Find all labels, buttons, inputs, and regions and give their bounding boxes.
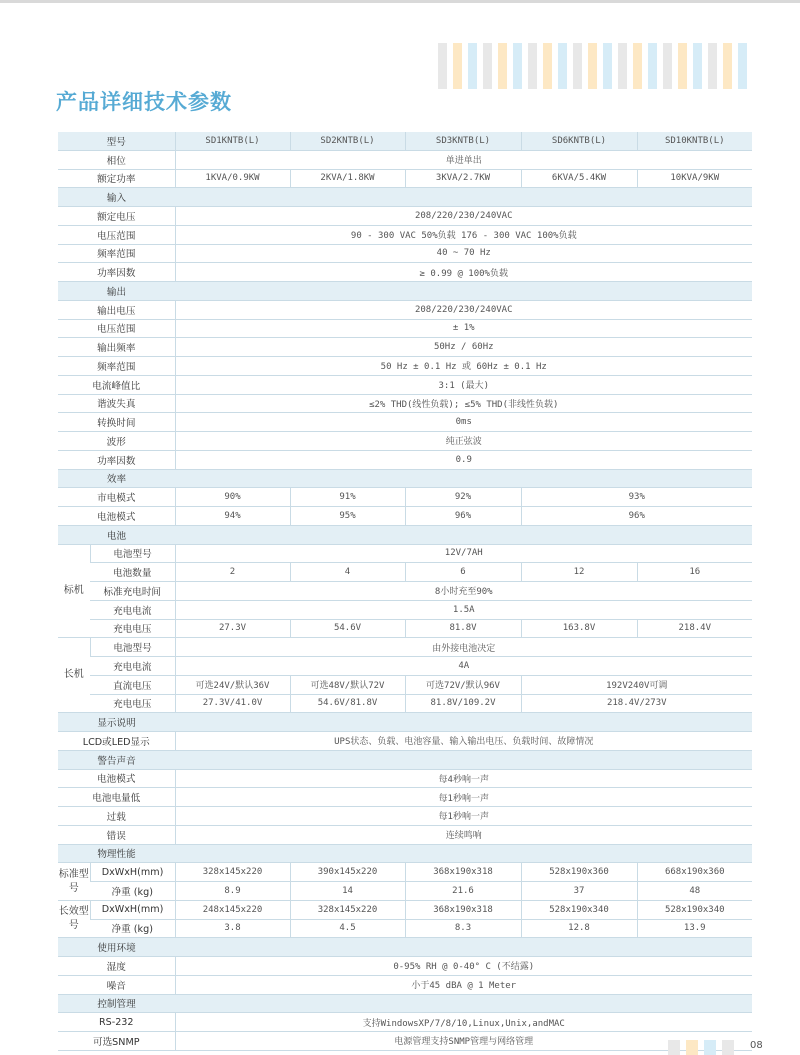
section-header-row	[58, 994, 752, 1013]
value-cell: 368x190x318	[405, 863, 521, 882]
table-row	[58, 413, 752, 432]
row-group-label: 标机	[58, 544, 90, 638]
table-row	[58, 507, 752, 526]
row-group-label: 长机	[58, 638, 90, 713]
value-cell: ≥ 0.99 @ 100%负载	[175, 263, 752, 282]
value-cell: 368x190x318	[405, 900, 521, 919]
stripe	[648, 43, 657, 89]
row-label: 电池数量	[90, 563, 175, 582]
value-cell: 每1秒响一声	[175, 807, 752, 826]
stripe	[708, 43, 717, 89]
section-header-row	[58, 750, 752, 769]
value-cell: 13.9	[637, 919, 752, 938]
value-cell: 小于45 dBA @ 1 Meter	[175, 975, 752, 994]
table-row	[58, 1013, 752, 1032]
stripe	[588, 43, 597, 89]
value-cell: 12.8	[521, 919, 637, 938]
section-header-row	[58, 713, 752, 732]
table-row	[58, 432, 752, 451]
row-label: 相位	[58, 150, 175, 169]
value-cell: 每4秒响一声	[175, 769, 752, 788]
row-label: 市电模式	[58, 488, 175, 507]
stripe	[498, 43, 507, 89]
section-title: 使用环境	[58, 938, 175, 957]
value-cell: 每1秒响一声	[175, 788, 752, 807]
table-row	[58, 732, 752, 751]
stripe	[678, 43, 687, 89]
row-label: 转换时间	[58, 413, 175, 432]
row-label: 电流峰值比	[58, 375, 175, 394]
section-filler	[175, 994, 752, 1013]
table-row	[58, 919, 752, 938]
value-cell: 2	[175, 563, 290, 582]
value-cell: 6KVA/5.4KW	[521, 169, 637, 188]
value-cell: 163.8V	[521, 619, 637, 638]
row-group-label: 长效型号	[58, 900, 90, 938]
table-header-row	[58, 132, 752, 150]
table-row	[58, 882, 752, 901]
section-header-row	[58, 844, 752, 863]
table-row	[58, 169, 752, 188]
header-label: 型号	[58, 132, 175, 150]
model-name: SD6KNTB(L)	[521, 132, 637, 150]
value-cell: 0.9	[175, 450, 752, 469]
page-title: 产品详细技术参数	[56, 90, 232, 114]
spec-table	[58, 132, 752, 1051]
value-cell: 92%	[405, 488, 521, 507]
value-cell: 10KVA/9KW	[637, 169, 752, 188]
table-row	[58, 619, 752, 638]
table-row	[58, 1032, 752, 1051]
table-row	[58, 207, 752, 226]
value-cell: 208/220/230/240VAC	[175, 300, 752, 319]
value-cell: 81.8V	[405, 619, 521, 638]
footer-block	[668, 1040, 680, 1055]
top-rule	[0, 0, 800, 3]
section-title: 控制管理	[58, 994, 175, 1013]
row-label: 额定电压	[58, 207, 175, 226]
row-label: 可选SNMP	[58, 1032, 175, 1051]
decorative-stripes	[438, 43, 753, 89]
section-title: 效率	[58, 469, 175, 488]
value-cell: 96%	[405, 507, 521, 526]
row-label: 输出电压	[58, 300, 175, 319]
value-cell: 96%	[521, 507, 752, 526]
table-row	[58, 394, 752, 413]
table-row	[58, 807, 752, 826]
row-label: 直流电压	[90, 675, 175, 694]
value-cell: 248x145x220	[175, 900, 290, 919]
table-row	[58, 863, 752, 882]
value-cell: 连续鸣响	[175, 825, 752, 844]
footer-block	[722, 1040, 734, 1055]
value-cell: 81.8V/109.2V	[405, 694, 521, 713]
table-row	[58, 769, 752, 788]
section-header-row	[58, 469, 752, 488]
section-filler	[175, 525, 752, 544]
value-cell: 328x145x220	[175, 863, 290, 882]
value-cell: 390x145x220	[290, 863, 405, 882]
value-cell: 95%	[290, 507, 405, 526]
section-filler	[175, 750, 752, 769]
table-row	[58, 975, 752, 994]
table-row	[58, 338, 752, 357]
stripe	[558, 43, 567, 89]
value-cell: 528x190x360	[521, 863, 637, 882]
section-filler	[175, 844, 752, 863]
stripe	[693, 43, 702, 89]
value-cell: 单进单出	[175, 150, 752, 169]
row-label: 充电电流	[90, 600, 175, 619]
row-label: 标准充电时间	[90, 582, 175, 601]
table-row	[58, 319, 752, 338]
value-cell: 可选48V/默认72V	[290, 675, 405, 694]
row-label: 电池模式	[58, 507, 175, 526]
value-cell: 可选24V/默认36V	[175, 675, 290, 694]
value-cell: 40 ~ 70 Hz	[175, 244, 752, 263]
table-row	[58, 357, 752, 376]
stripe	[618, 43, 627, 89]
table-row	[58, 694, 752, 713]
row-label: 功率因数	[58, 263, 175, 282]
row-label: 充电电压	[90, 619, 175, 638]
value-cell: UPS状态、负载、电池容量、输入输出电压、负载时间、故障情况	[175, 732, 752, 751]
value-cell: 8小时充至90%	[175, 582, 752, 601]
stripe	[603, 43, 612, 89]
value-cell: 528x190x340	[637, 900, 752, 919]
section-header-row	[58, 938, 752, 957]
stripe	[438, 43, 447, 89]
row-label: 电压范围	[58, 225, 175, 244]
model-name: SD2KNTB(L)	[290, 132, 405, 150]
row-label: 电池型号	[90, 544, 175, 563]
row-label: 湿度	[58, 957, 175, 976]
value-cell: 218.4V	[637, 619, 752, 638]
value-cell: 50Hz / 60Hz	[175, 338, 752, 357]
table-row	[58, 263, 752, 282]
value-cell: 支持WindowsXP/7/8/10,Linux,Unix,andMAC	[175, 1013, 752, 1032]
table-row	[58, 900, 752, 919]
table-row	[58, 657, 752, 676]
row-label: 充电电流	[90, 657, 175, 676]
value-cell: 8.9	[175, 882, 290, 901]
value-cell: 12	[521, 563, 637, 582]
value-cell: 192V240V可调	[521, 675, 752, 694]
stripe	[528, 43, 537, 89]
row-label: 电池模式	[58, 769, 175, 788]
value-cell: 3KVA/2.7KW	[405, 169, 521, 188]
table-row	[58, 788, 752, 807]
row-label: 频率范围	[58, 244, 175, 263]
section-filler	[175, 282, 752, 301]
page-number: 08	[750, 1040, 763, 1051]
footer-decoration	[668, 1040, 740, 1055]
row-label: 电池型号	[90, 638, 175, 657]
value-cell: 可选72V/默认96V	[405, 675, 521, 694]
row-label: DxWxH(mm)	[90, 900, 175, 919]
table-row	[58, 375, 752, 394]
stripe	[483, 43, 492, 89]
value-cell: 16	[637, 563, 752, 582]
value-cell: 27.3V/41.0V	[175, 694, 290, 713]
model-name: SD10KNTB(L)	[637, 132, 752, 150]
stripe	[573, 43, 582, 89]
row-label: 输出频率	[58, 338, 175, 357]
section-header-row	[58, 282, 752, 301]
section-title: 显示说明	[58, 713, 175, 732]
value-cell: 电源管理支持SNMP管理与网络管理	[175, 1032, 752, 1051]
value-cell: 3.8	[175, 919, 290, 938]
value-cell: 4	[290, 563, 405, 582]
value-cell: 93%	[521, 488, 752, 507]
section-filler	[175, 469, 752, 488]
value-cell: ≤2% THD(线性负载); ≤5% THD(非线性负载)	[175, 394, 752, 413]
model-name: SD1KNTB(L)	[175, 132, 290, 150]
section-title: 输入	[58, 188, 175, 207]
value-cell: ± 1%	[175, 319, 752, 338]
row-label: 谐波失真	[58, 394, 175, 413]
value-cell: 纯正弦波	[175, 432, 752, 451]
row-label: 电压范围	[58, 319, 175, 338]
value-cell: 54.6V	[290, 619, 405, 638]
value-cell: 0-95% RH @ 0-40° C (不结露)	[175, 957, 752, 976]
row-label: 功率因数	[58, 450, 175, 469]
footer-block	[704, 1040, 716, 1055]
table-row	[58, 600, 752, 619]
table-row	[58, 825, 752, 844]
value-cell: 528x190x340	[521, 900, 637, 919]
value-cell: 14	[290, 882, 405, 901]
table-row	[58, 957, 752, 976]
value-cell: 21.6	[405, 882, 521, 901]
value-cell: 6	[405, 563, 521, 582]
row-label: 噪音	[58, 975, 175, 994]
table-row	[58, 675, 752, 694]
value-cell: 91%	[290, 488, 405, 507]
footer-block	[686, 1040, 698, 1055]
row-label: LCD或LED显示	[58, 732, 175, 751]
value-cell: 8.3	[405, 919, 521, 938]
row-group-label: 标准型号	[58, 863, 90, 901]
value-cell: 3:1 (最大)	[175, 375, 752, 394]
row-label: 错误	[58, 825, 175, 844]
model-name: SD3KNTB(L)	[405, 132, 521, 150]
value-cell: 668x190x360	[637, 863, 752, 882]
row-label: 净重 (kg)	[90, 882, 175, 901]
stripe	[468, 43, 477, 89]
value-cell: 54.6V/81.8V	[290, 694, 405, 713]
row-label: 额定功率	[58, 169, 175, 188]
value-cell: 208/220/230/240VAC	[175, 207, 752, 226]
value-cell: 328x145x220	[290, 900, 405, 919]
value-cell: 50 Hz ± 0.1 Hz 或 60Hz ± 0.1 Hz	[175, 357, 752, 376]
row-label: 波形	[58, 432, 175, 451]
value-cell: 218.4V/273V	[521, 694, 752, 713]
stripe	[738, 43, 747, 89]
stripe	[663, 43, 672, 89]
value-cell: 94%	[175, 507, 290, 526]
table-row	[58, 244, 752, 263]
section-header-row	[58, 188, 752, 207]
table-row	[58, 563, 752, 582]
stripe	[723, 43, 732, 89]
stripe	[543, 43, 552, 89]
section-header-row	[58, 525, 752, 544]
stripe	[513, 43, 522, 89]
row-label: DxWxH(mm)	[90, 863, 175, 882]
table-row	[58, 225, 752, 244]
row-label: RS-232	[58, 1013, 175, 1032]
value-cell: 37	[521, 882, 637, 901]
row-label: 净重 (kg)	[90, 919, 175, 938]
section-title: 警告声音	[58, 750, 175, 769]
value-cell: 1KVA/0.9KW	[175, 169, 290, 188]
table-row	[58, 544, 752, 563]
value-cell: 0ms	[175, 413, 752, 432]
row-label: 过载	[58, 807, 175, 826]
section-filler	[175, 713, 752, 732]
value-cell: 1.5A	[175, 600, 752, 619]
row-label: 电池电量低	[58, 788, 175, 807]
section-filler	[175, 938, 752, 957]
value-cell: 2KVA/1.8KW	[290, 169, 405, 188]
value-cell: 4A	[175, 657, 752, 676]
table-row	[58, 582, 752, 601]
row-label: 频率范围	[58, 357, 175, 376]
section-title: 电池	[58, 525, 175, 544]
section-title: 输出	[58, 282, 175, 301]
table-row	[58, 450, 752, 469]
table-row	[58, 150, 752, 169]
stripe	[453, 43, 462, 89]
value-cell: 48	[637, 882, 752, 901]
section-filler	[175, 188, 752, 207]
table-row	[58, 300, 752, 319]
table-row	[58, 488, 752, 507]
value-cell: 由外接电池决定	[175, 638, 752, 657]
stripe	[633, 43, 642, 89]
row-label: 充电电压	[90, 694, 175, 713]
value-cell: 27.3V	[175, 619, 290, 638]
table-row	[58, 638, 752, 657]
section-title: 物理性能	[58, 844, 175, 863]
value-cell: 4.5	[290, 919, 405, 938]
value-cell: 90 - 300 VAC 50%负载 176 - 300 VAC 100%负载	[175, 225, 752, 244]
value-cell: 12V/7AH	[175, 544, 752, 563]
value-cell: 90%	[175, 488, 290, 507]
